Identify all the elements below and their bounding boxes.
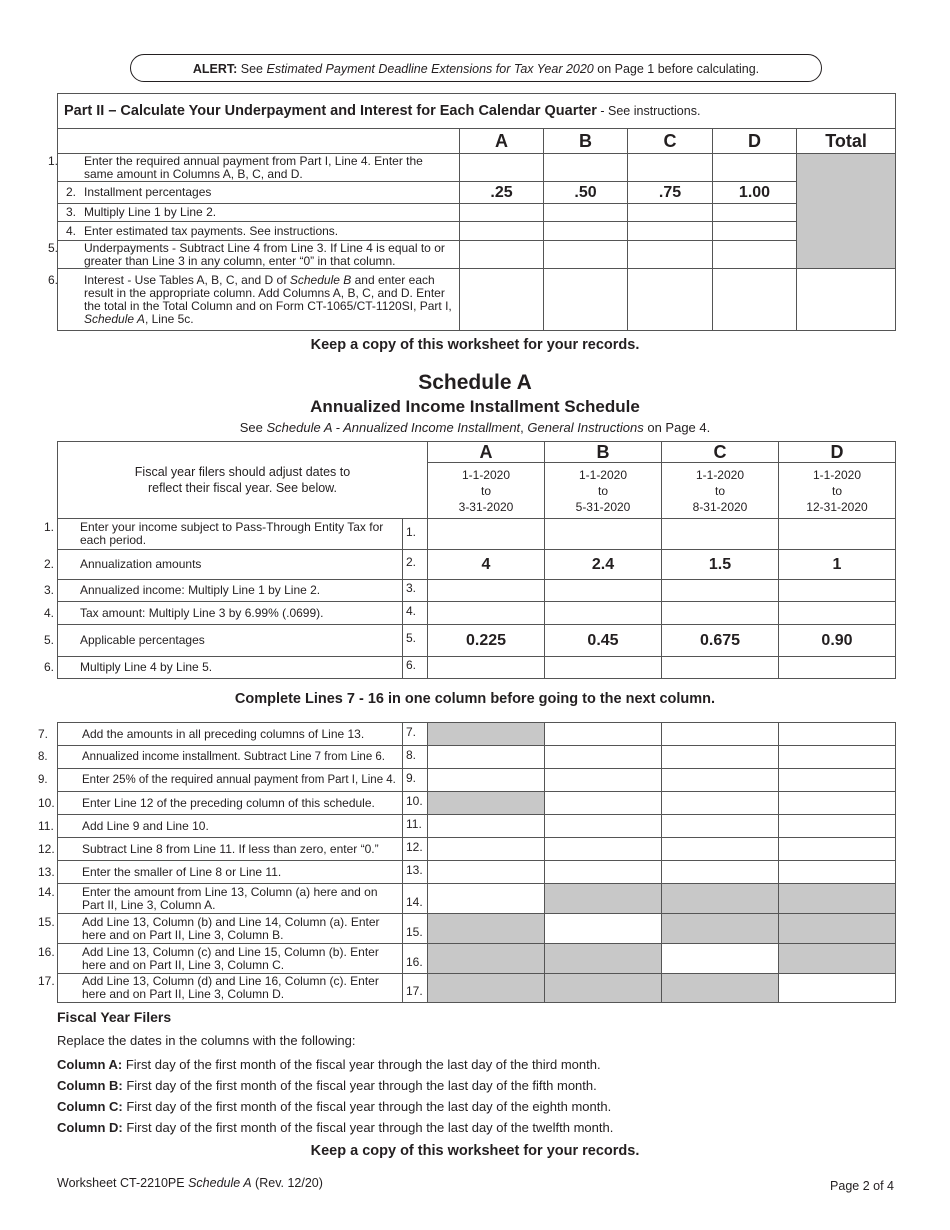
line-description: [44, 580, 403, 602]
text: 6.: [48, 272, 59, 287]
input-cell[interactable]: [460, 241, 544, 269]
text: ,: [520, 420, 528, 435]
text: to: [831, 483, 842, 498]
value-cell: 0.225: [428, 625, 545, 657]
shaded-cell: [428, 974, 545, 1003]
input-cell[interactable]: [662, 746, 779, 769]
date-range-a: [428, 463, 545, 519]
input-cell[interactable]: [662, 602, 779, 625]
input-cell[interactable]: [428, 657, 545, 679]
input-cell[interactable]: [713, 222, 797, 241]
input-cell[interactable]: [662, 580, 779, 602]
text: 1.: [44, 520, 55, 534]
input-cell[interactable]: [779, 769, 896, 792]
input-cell[interactable]: [713, 154, 797, 182]
line-number: 15.: [403, 914, 428, 944]
input-cell[interactable]: [779, 519, 896, 550]
line-number: 16.: [403, 944, 428, 974]
schedule-a-row: [58, 884, 896, 914]
line-number: 5.: [403, 625, 428, 657]
text: 1-1-2020: [461, 467, 511, 482]
input-cell[interactable]: [544, 154, 628, 182]
value-cell: 1: [779, 550, 896, 580]
text: First day of the first month of the fiscal year through the last day of the fifth month.: [122, 1078, 597, 1093]
col-header-a: A: [428, 442, 545, 463]
line-description: [38, 746, 403, 769]
shaded-cell: [662, 974, 779, 1003]
text: and enter each result in the appropriate column. Add Columns A, B, C, and D. Enter the total in the Total Column and on Form CT-1065/CT-1120SI, Part I,: [84, 272, 452, 313]
schedule-a-row: [58, 550, 896, 580]
text: Enter estimated tax payments. See instructions.: [84, 223, 339, 238]
text: Schedule A - Annualized Income Installment: [266, 420, 521, 435]
input-cell[interactable]: [544, 222, 628, 241]
text: 12.: [38, 841, 55, 856]
text: 5-31-2020: [575, 499, 631, 514]
text: 16.: [38, 944, 55, 959]
input-cell[interactable]: [544, 241, 628, 269]
input-cell[interactable]: [460, 154, 544, 182]
shaded-cell: [545, 944, 662, 974]
input-cell[interactable]: [428, 746, 545, 769]
date-range-c: [662, 463, 779, 519]
input-cell[interactable]: [545, 746, 662, 769]
text: 6.: [44, 660, 55, 674]
input-cell[interactable]: [460, 204, 544, 222]
text: 2.: [66, 185, 77, 199]
text: 2.: [44, 557, 55, 571]
line-description: [44, 550, 403, 580]
schedule-a-row: [58, 625, 896, 657]
input-cell[interactable]: [662, 815, 779, 838]
value-cell: 0.675: [662, 625, 779, 657]
text: to: [597, 483, 608, 498]
complete-lines-note: Complete Lines 7 - 16 in one column before going to the next column.: [234, 691, 716, 707]
text: Subtract Line 8 from Line 11. If less than zero, enter “0.”: [82, 841, 379, 856]
input-cell[interactable]: [662, 723, 779, 746]
value-cell: 0.45: [545, 625, 662, 657]
schedule-a-lines-7-17: [38, 722, 896, 1003]
input-cell[interactable]: [545, 657, 662, 679]
shaded-cell: [797, 154, 896, 269]
input-cell[interactable]: [662, 657, 779, 679]
col-header-d: D: [779, 442, 896, 463]
col-header-c: C: [628, 129, 713, 154]
input-cell[interactable]: [662, 838, 779, 861]
line-number: 9.: [403, 769, 428, 792]
total-input-cell[interactable]: [797, 269, 896, 331]
col-header-b: B: [545, 442, 662, 463]
value-cell: .75: [628, 182, 713, 204]
col-header-b: B: [544, 129, 628, 154]
shaded-cell: [662, 914, 779, 944]
shaded-cell: [779, 944, 896, 974]
value-cell: 1.00: [713, 182, 797, 204]
input-cell[interactable]: [628, 222, 713, 241]
line-number: 6.: [403, 657, 428, 679]
schedule-a-row: [58, 838, 896, 861]
keep-copy-note: Keep a copy of this worksheet for your records.: [310, 337, 640, 353]
schedule-a-row: [58, 914, 896, 944]
text: (Rev. 12/20): [251, 1176, 323, 1190]
text: 12-31-2020: [806, 499, 868, 514]
fiscal-item-a: [57, 1054, 613, 1075]
alert-text-post: on Page 1 before calculating.: [593, 62, 760, 76]
text: 4.: [44, 605, 55, 620]
input-cell[interactable]: [779, 580, 896, 602]
schedule-a-row: [58, 723, 896, 746]
text: 11.: [38, 818, 54, 833]
alert-banner: [130, 54, 822, 82]
text: 5.: [48, 240, 59, 255]
text: Enter the smaller of Line 8 or Line 11.: [82, 864, 282, 879]
part2-line-3: [58, 204, 460, 222]
schedule-a-row: [58, 944, 896, 974]
input-cell[interactable]: [662, 792, 779, 815]
text: 13.: [38, 864, 55, 879]
line-number: 11.: [403, 815, 428, 838]
text: Underpayments - Subtract Line 4 from Line 3. If Line 4 is equal to or greater than Line 3 in any column, enter “0” in that column.: [84, 240, 445, 268]
schedule-a-title: Schedule A: [418, 371, 532, 394]
text: First day of the first month of the fiscal year through the last day of the third month.: [122, 1057, 601, 1072]
keep-copy-note-bottom: Keep a copy of this worksheet for your records.: [310, 1143, 640, 1159]
input-cell[interactable]: [662, 769, 779, 792]
shaded-cell: [545, 884, 662, 914]
input-cell[interactable]: [545, 838, 662, 861]
input-cell[interactable]: [662, 861, 779, 884]
text: 7.: [38, 726, 49, 741]
input-cell[interactable]: [545, 519, 662, 550]
input-cell[interactable]: [779, 746, 896, 769]
text: on Page 4.: [643, 420, 711, 435]
part2-table: [48, 93, 896, 331]
text: 15.: [38, 914, 55, 929]
line-description: [44, 602, 403, 625]
text: Enter the amount from Line 13, Column (a) here and on Part II, Line 3, Column A.: [82, 884, 378, 912]
line-number: 2.: [403, 550, 428, 580]
input-cell[interactable]: [779, 838, 896, 861]
fiscal-year-title: Fiscal Year Filers: [57, 1009, 172, 1025]
value-cell: 4: [428, 550, 545, 580]
text: Add Line 13, Column (b) and Line 14, Column (a). Enter here and on Part II, Line 3, Column B.: [82, 914, 380, 942]
part2-line-6: [48, 269, 460, 331]
text: Tax amount: Multiply Line 3 by 6.99% (.0699).: [80, 605, 324, 620]
text: Add Line 9 and Line 10.: [82, 818, 209, 833]
alert-text: See: [240, 62, 267, 76]
schedule-a-subtitle: Annualized Income Installment Schedule: [310, 397, 640, 416]
schedule-a-row: [58, 657, 896, 679]
line-number: 4.: [403, 602, 428, 625]
text: 3.: [66, 205, 77, 219]
text: Add Line 13, Column (c) and Line 15, Column (b). Enter here and on Part II, Line 3, Column C.: [82, 944, 379, 972]
input-cell[interactable]: [428, 815, 545, 838]
value-cell: .25: [460, 182, 544, 204]
input-cell[interactable]: [545, 602, 662, 625]
line-description: [44, 657, 403, 679]
text: 1.: [48, 153, 59, 168]
line-number: 13.: [403, 861, 428, 884]
text: 3.: [44, 583, 55, 597]
text: 10.: [38, 795, 55, 810]
line-number: 1.: [403, 519, 428, 550]
line-number: 14.: [403, 884, 428, 914]
line-number: 3.: [403, 580, 428, 602]
line-number: 7.: [403, 723, 428, 746]
text: Add Line 13, Column (d) and Line 16, Column (c). Enter here and on Part II, Line 3, Column D.: [82, 974, 379, 1001]
input-cell[interactable]: [428, 861, 545, 884]
line-description: [38, 944, 403, 974]
schedule-a-row: [58, 602, 896, 625]
line-description: [38, 914, 403, 944]
input-cell[interactable]: [428, 580, 545, 602]
text: Annualized income installment. Subtract Line 7 from Line 6.: [82, 750, 385, 763]
line-number: 12.: [403, 838, 428, 861]
text: Enter the required annual payment from Part I, Line 4. Enter the same amount in Columns A, B, C, and D.: [84, 153, 423, 181]
input-cell[interactable]: [713, 269, 797, 331]
line-description: [38, 723, 403, 746]
input-cell[interactable]: [662, 944, 779, 974]
text: Enter Line 12 of the preceding column of this schedule.: [82, 795, 375, 810]
text: Multiply Line 4 by Line 5.: [80, 660, 213, 674]
shaded-cell: [545, 974, 662, 1003]
fiscal-adjust-note: Fiscal year filers should adjust dates to reflect their fiscal year. See below.: [58, 442, 428, 519]
schedule-a-row: [58, 974, 896, 1003]
text: 5.: [44, 633, 55, 647]
part2-note: - See instructions.: [596, 103, 701, 118]
text: Column A:: [57, 1057, 123, 1072]
line-description: [44, 519, 403, 550]
input-cell[interactable]: [713, 241, 797, 269]
shaded-cell: [428, 914, 545, 944]
schedule-a-row: [58, 769, 896, 792]
text: 1-1-2020: [812, 467, 862, 482]
input-cell[interactable]: [428, 838, 545, 861]
schedule-a-row: [58, 792, 896, 815]
input-cell[interactable]: [545, 914, 662, 944]
fiscal-item-b: [57, 1075, 613, 1096]
part2-heading: Part II – Calculate Your Underpayment and Interest for Each Calendar Quarter: [64, 102, 597, 119]
input-cell[interactable]: [545, 723, 662, 746]
part2-line-2: [58, 182, 460, 204]
input-cell[interactable]: [628, 204, 713, 222]
input-cell[interactable]: [545, 861, 662, 884]
text: Column B:: [57, 1078, 123, 1093]
text: 1-1-2020: [578, 467, 628, 482]
schedule-a-row: [58, 580, 896, 602]
schedule-a-see-note: [0, 420, 950, 435]
text: 1-1-2020: [695, 467, 745, 482]
fiscal-item-c: [57, 1096, 613, 1117]
input-cell[interactable]: [544, 269, 628, 331]
shaded-cell: [428, 723, 545, 746]
input-cell[interactable]: [460, 269, 544, 331]
part2-line-1: [48, 153, 460, 182]
col-header-total: Total: [797, 129, 896, 154]
text: Schedule A: [188, 1176, 252, 1190]
input-cell[interactable]: [779, 602, 896, 625]
shaded-cell: [428, 944, 545, 974]
footer-form-id: [57, 1176, 323, 1190]
schedule-a-row: [58, 519, 896, 550]
text: First day of the first month of the fiscal year through the last day of the twelfth month.: [122, 1120, 614, 1135]
text: Column D:: [57, 1120, 123, 1135]
input-cell[interactable]: [460, 222, 544, 241]
shaded-cell: [662, 884, 779, 914]
line-description: [38, 815, 403, 838]
shaded-cell: [779, 914, 896, 944]
line-number: 17.: [403, 974, 428, 1003]
input-cell[interactable]: [545, 792, 662, 815]
input-cell[interactable]: [779, 657, 896, 679]
text: Interest - Use Tables A, B, C, and D of: [84, 272, 290, 287]
text: 9.: [38, 773, 48, 786]
text: 17.: [38, 974, 55, 988]
text: Annualized income: Multiply Line 1 by Line 2.: [80, 583, 321, 597]
input-cell[interactable]: [545, 769, 662, 792]
col-header-a: A: [460, 129, 544, 154]
input-cell[interactable]: [779, 792, 896, 815]
text: Enter your income subject to Pass-Through Entity Tax for each period.: [80, 520, 384, 547]
shaded-cell: [428, 792, 545, 815]
text: Worksheet CT-2210PE: [57, 1176, 189, 1190]
alert-italic: Estimated Payment Deadline Extensions for Tax Year 2020: [266, 62, 594, 76]
input-cell[interactable]: [428, 769, 545, 792]
text: Applicable percentages: [80, 633, 205, 647]
col-header-c: C: [662, 442, 779, 463]
line-description: [44, 625, 403, 657]
text: Multiply Line 1 by Line 2.: [84, 205, 217, 219]
line-description: [38, 884, 403, 914]
input-cell[interactable]: [628, 269, 713, 331]
fiscal-column-list: [57, 1054, 613, 1138]
shaded-cell: [779, 884, 896, 914]
text: Schedule A: [84, 311, 145, 326]
schedule-a-table: [44, 441, 896, 679]
date-range-b: [545, 463, 662, 519]
col-header-d: D: [713, 129, 797, 154]
schedule-a-row: [58, 861, 896, 884]
input-cell[interactable]: [544, 204, 628, 222]
input-cell[interactable]: [779, 815, 896, 838]
text: , Line 5c.: [144, 311, 194, 326]
input-cell[interactable]: [779, 723, 896, 746]
text: Schedule B: [289, 272, 352, 287]
input-cell[interactable]: [428, 519, 545, 550]
input-cell[interactable]: [628, 154, 713, 182]
value-cell: .50: [544, 182, 628, 204]
text: 3-31-2020: [458, 499, 514, 514]
input-cell[interactable]: [545, 815, 662, 838]
line-description: [38, 974, 403, 1003]
line-description: [38, 769, 403, 792]
text: Installment percentages: [84, 185, 212, 199]
footer-page-number: Page 2 of 4: [830, 1179, 894, 1193]
schedule-a-row: [58, 746, 896, 769]
line-description: [38, 861, 403, 884]
text: 4.: [66, 223, 77, 238]
text: 8-31-2020: [692, 499, 748, 514]
value-cell: 1.5: [662, 550, 779, 580]
line-description: [38, 838, 403, 861]
input-cell[interactable]: [545, 580, 662, 602]
input-cell[interactable]: [628, 241, 713, 269]
line-description: [38, 792, 403, 815]
input-cell[interactable]: [713, 204, 797, 222]
fiscal-item-d: [57, 1117, 613, 1138]
text: to: [714, 483, 725, 498]
alert-label: ALERT:: [192, 62, 238, 76]
input-cell[interactable]: [662, 519, 779, 550]
schedule-a-row: [58, 815, 896, 838]
part2-title: [58, 94, 896, 129]
input-cell[interactable]: [779, 974, 896, 1003]
date-range-d: [779, 463, 896, 519]
text: See: [239, 420, 267, 435]
line-number: 8.: [403, 746, 428, 769]
line-number: 10.: [403, 792, 428, 815]
text: 14.: [38, 884, 55, 899]
text: to: [480, 483, 491, 498]
text: Enter 25% of the required annual payment from Part I, Line 4.: [82, 773, 396, 786]
part2-line-4: [58, 222, 460, 241]
value-cell: 0.90: [779, 625, 896, 657]
text: Annualization amounts: [80, 557, 202, 571]
input-cell[interactable]: [779, 861, 896, 884]
text: Column C:: [57, 1099, 123, 1114]
part2-line-5: [48, 240, 460, 269]
value-cell: 2.4: [545, 550, 662, 580]
text: 8.: [38, 750, 48, 763]
input-cell[interactable]: [428, 884, 545, 914]
input-cell[interactable]: [428, 602, 545, 625]
text: Add the amounts in all preceding columns of Line 13.: [82, 726, 365, 741]
fiscal-intro: Replace the dates in the columns with the following:: [57, 1033, 356, 1048]
text: First day of the first month of the fiscal year through the last day of the eighth month.: [122, 1099, 612, 1114]
text: General Instructions: [527, 420, 644, 435]
